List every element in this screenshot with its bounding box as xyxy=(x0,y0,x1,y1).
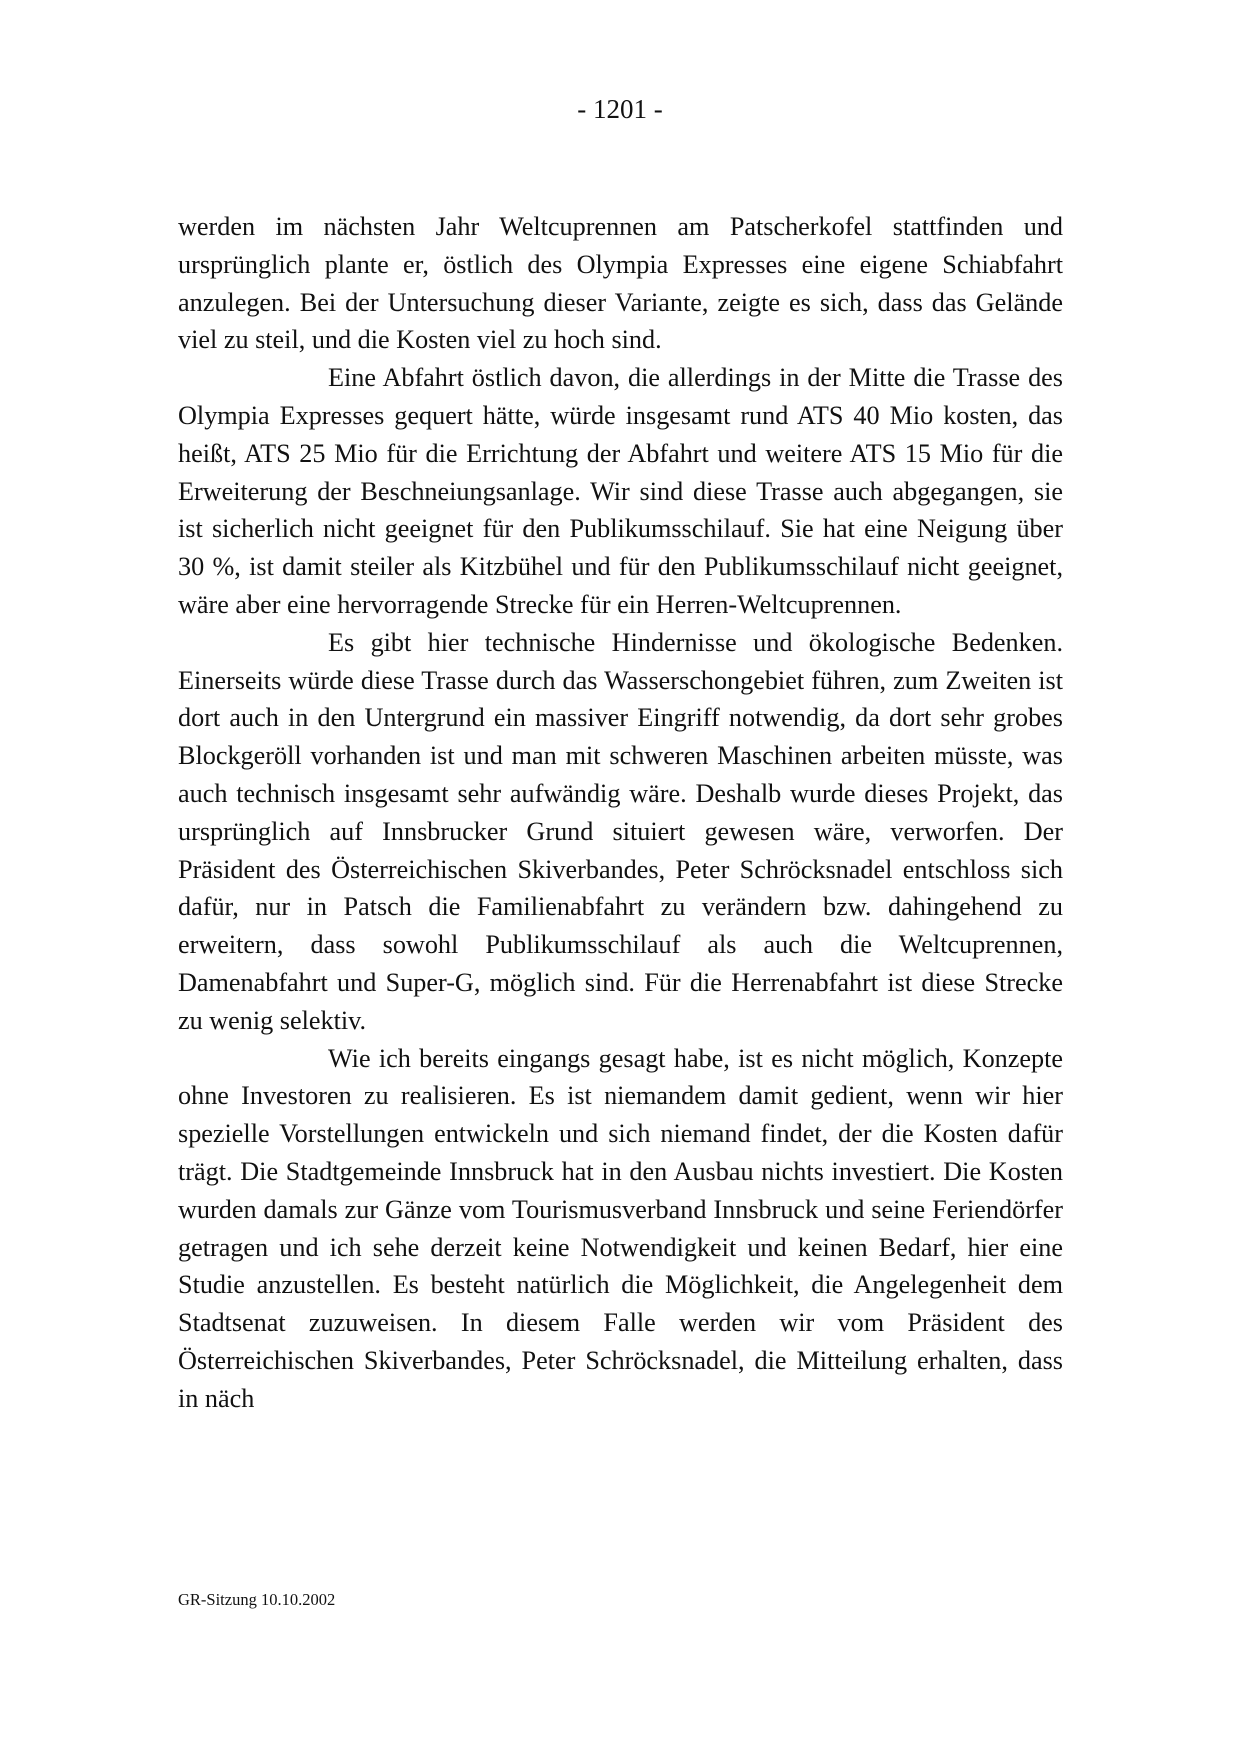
paragraph-4: Wie ich bereits eingangs gesagt habe, ist es nicht möglich, Konzepte ohne Investoren zu realisieren. Es ist niemandem damit gedient, wenn wir hier spezielle Vorstellungen entwickeln und sich niemand findet, der die Kosten dafür trägt. Die Stadtgemeinde Innsbruck hat in den Ausbau nichts investiert. Die Kosten wurden damals zur Gänze vom Tourismusverband Innsbruck und seine Feriendörfer getragen und ich sehe derzeit keine Notwendigkeit und keinen Bedarf, hier eine Studie anzustellen. Es besteht natürlich die Möglichkeit, die Angelegenheit dem Stadtsenat zuzuweisen. In diesem Falle werden wir vom Präsident des Österreichischen Skiverbandes, Peter Schröcksnadel, die Mitteilung erhalten, dass in näch xyxy=(178,1043,1063,1413)
paragraph-1: werden im nächsten Jahr Weltcuprennen am Patscherkofel stattfinden und ursprünglich plante er, östlich des Olympia Expresses eine eigene Schiabfahrt anzulegen. Bei der Untersuchung dieser Variante, zeigte es sich, dass das Gelände viel zu steil, und die Kosten viel zu hoch sind. xyxy=(178,212,1063,355)
paragraph-2: Eine Abfahrt östlich davon, die allerdings in der Mitte die Trasse des Olympia Expresses gequert hätte, würde insgesamt rund ATS 40 Mio kosten, das heißt, ATS 25 Mio für die Errichtung der Abfahrt und weitere ATS 15 Mio für die Erweiterung der Beschneiungsanlage. Wir sind diese Trasse auch abgegangen, sie ist sicherlich nicht geeignet für den Publikumsschilauf. Sie hat eine Neigung über 30 %, ist damit steiler als Kitzbühel und für den Publikumsschilauf nicht geeignet, wäre aber eine hervorragende Strecke für ein Herren-Weltcuprennen. xyxy=(178,363,1063,619)
footer-session-date: GR-Sitzung 10.10.2002 xyxy=(178,1590,336,1609)
document-body xyxy=(178,208,1063,1418)
paragraph-3: Es gibt hier technische Hindernisse und ökologische Bedenken. Einerseits würde diese Trasse durch das Wasserschongebiet führen, zum Zweiten ist dort auch in den Untergrund ein massiver Eingriff notwendig, da dort sehr grobes Blockgeröll vorhanden ist und man mit schweren Maschinen arbeiten müsste, was auch technisch insgesamt sehr aufwändig wäre. Deshalb wurde dieses Projekt, das ursprünglich auf Innsbrucker Grund situiert gewesen wäre, verworfen. Der Präsident des Österreichischen Skiverbandes, Peter Schröcksnadel entschloss sich dafür, nur in Patsch die Familienabfahrt zu verändern bzw. dahingehend zu erweitern, dass sowohl Publikumsschilauf als auch die Weltcuprennen, Damenabfahrt und Super-G, möglich sind. Für die Herrenabfahrt ist diese Strecke zu wenig selektiv. xyxy=(178,627,1063,1035)
page-number: - 1201 - xyxy=(577,94,663,124)
